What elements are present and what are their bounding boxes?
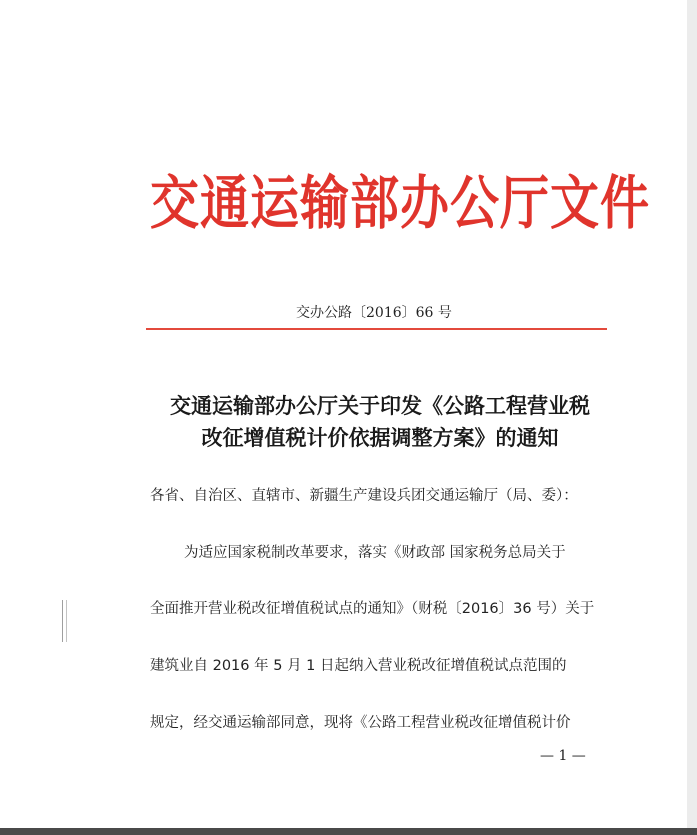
page-number: — 1 — [540, 748, 586, 764]
body-text-line-1: 为适应国家税制改革要求，落实《财政部 国家税务总局关于 [184, 545, 566, 561]
document-title [150, 390, 610, 454]
body-text-line-2: 全面推开营业税改征增值税试点的通知》（财税〔2016〕36 号）关于 [150, 601, 595, 617]
document-title-line-1: 交通运输部办公厅关于印发《公路工程营业税 [170, 393, 590, 418]
scan-artifact-mark [62, 600, 67, 642]
header-divider-line [146, 328, 607, 330]
document-header: 交通运输部办公厅文件 [150, 168, 651, 238]
addressee-line: 各省、自治区、直辖市、新疆生产建设兵团交通运输厅（局、委）： [150, 488, 578, 504]
viewer-right-margin [687, 0, 697, 835]
body-text-line-3: 建筑业自 2016 年 5 月 1 日起纳入营业税改征增值税试点范围的 [150, 658, 567, 674]
document-title-line-2: 改征增值税计价依据调整方案》的通知 [201, 425, 559, 450]
viewer-bottom-bar [0, 828, 697, 835]
document-number: 交办公路〔2016〕66 号 [296, 305, 452, 321]
body-text-line-4: 规定，经交通运输部同意，现将《公路工程营业税改征增值税计价 [150, 715, 571, 731]
